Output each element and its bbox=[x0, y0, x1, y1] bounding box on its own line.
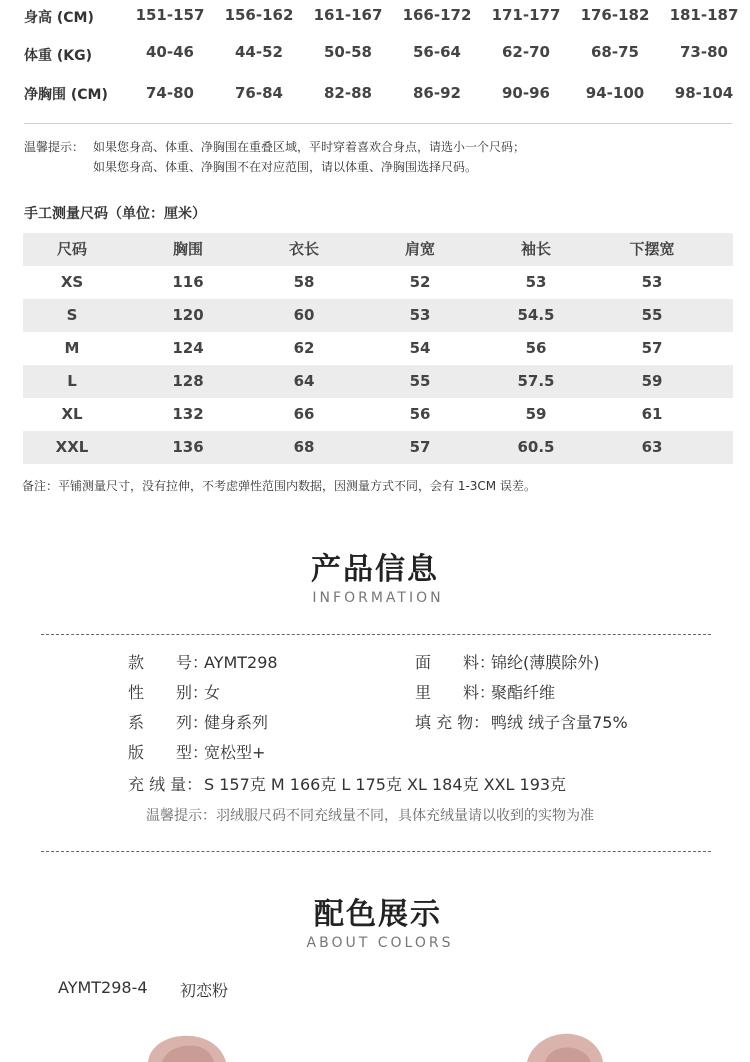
product-info-title: 产品信息 bbox=[311, 552, 439, 587]
table-cell: 132 bbox=[172, 405, 204, 423]
colors-title: 配色展示 bbox=[314, 897, 442, 932]
info-series bbox=[128, 710, 268, 733]
cell: 44-52 bbox=[235, 43, 283, 61]
info-fill-amount bbox=[128, 772, 566, 795]
info-key: 里 料： bbox=[415, 683, 496, 702]
table-cell: 57 bbox=[409, 438, 431, 456]
info-key: 款 号： bbox=[128, 653, 209, 672]
table-cell: 128 bbox=[172, 372, 204, 390]
table-cell: L bbox=[67, 372, 77, 390]
product-image-right bbox=[515, 1028, 615, 1062]
cell: 98-104 bbox=[674, 84, 734, 102]
divider bbox=[24, 123, 732, 124]
cell: 94-100 bbox=[585, 84, 645, 102]
table-cell: 120 bbox=[172, 306, 204, 324]
row-label: 净胸围 (CM) bbox=[24, 87, 108, 103]
table-cell: 57.5 bbox=[517, 372, 555, 390]
table-cell: 54.5 bbox=[517, 306, 555, 324]
weight-row bbox=[0, 42, 750, 72]
table-cell: 54 bbox=[409, 339, 431, 357]
header-cell: 袖长 bbox=[520, 240, 551, 258]
info-value: 女 bbox=[204, 683, 221, 702]
cell: 40-46 bbox=[146, 43, 194, 61]
table-cell: XL bbox=[61, 405, 83, 423]
table-cell: 57 bbox=[641, 339, 663, 357]
table-row bbox=[23, 365, 733, 398]
table-row bbox=[23, 431, 733, 464]
info-fabric bbox=[415, 650, 600, 673]
color-name: 初恋粉 bbox=[180, 981, 229, 1000]
cell: 166-172 bbox=[402, 6, 472, 24]
table-cell: 52 bbox=[409, 273, 431, 291]
table-cell: 55 bbox=[641, 306, 663, 324]
table-cell: 56 bbox=[409, 405, 431, 423]
info-key: 填 充 物： bbox=[415, 713, 490, 732]
row-label: 体重 (KG) bbox=[24, 48, 93, 64]
cell: 176-182 bbox=[580, 6, 650, 24]
cell: 56-64 bbox=[413, 43, 461, 61]
table-cell: 62 bbox=[293, 339, 315, 357]
table-cell: 55 bbox=[409, 372, 431, 390]
table-header bbox=[23, 233, 733, 266]
table-cell: 68 bbox=[293, 438, 315, 456]
info-key: 版 型： bbox=[128, 743, 209, 762]
info-key: 系 列： bbox=[128, 713, 209, 732]
table-cell: XS bbox=[60, 273, 84, 291]
table-row bbox=[23, 332, 733, 365]
table-cell: 58 bbox=[293, 273, 315, 291]
tip-line-2: 如果您身高、体重、净胸围不在对应范围，请以体重、净胸围选择尺码。 bbox=[93, 160, 478, 174]
info-filling bbox=[415, 710, 628, 733]
table-cell: 53 bbox=[525, 273, 547, 291]
colors-subtitle: ABOUT COLORS bbox=[306, 935, 454, 951]
info-lining bbox=[415, 680, 555, 703]
table-cell: 53 bbox=[641, 273, 663, 291]
measure-title: 手工测量尺码（单位：厘米） bbox=[24, 206, 206, 222]
table-cell: 116 bbox=[172, 273, 204, 291]
chest-row bbox=[0, 82, 750, 112]
header-cell: 尺码 bbox=[56, 240, 87, 258]
cell: 68-75 bbox=[591, 43, 639, 61]
header-cell: 下摆宽 bbox=[629, 240, 675, 258]
table-cell: 56 bbox=[525, 339, 547, 357]
cell: 90-96 bbox=[502, 84, 550, 102]
cell: 86-92 bbox=[413, 84, 461, 102]
info-gender bbox=[128, 680, 220, 703]
table-cell: S bbox=[66, 306, 78, 324]
color-code: AYMT298-4 bbox=[58, 978, 148, 997]
table-row bbox=[23, 398, 733, 431]
info-value: 宽松型+ bbox=[204, 743, 266, 762]
table-cell: 63 bbox=[641, 438, 663, 456]
info-value: AYMT298 bbox=[204, 653, 278, 672]
cell: 181-187 bbox=[669, 6, 739, 24]
header-cell: 肩宽 bbox=[404, 240, 435, 258]
height-row bbox=[0, 3, 750, 33]
header-cell: 衣长 bbox=[288, 240, 319, 258]
cell: 76-84 bbox=[235, 84, 283, 102]
table-cell: 136 bbox=[172, 438, 204, 456]
table-cell: 64 bbox=[293, 372, 315, 390]
info-tip: 温馨提示：羽绒服尺码不同充绒量不同，具体充绒量请以收到的实物为准 bbox=[146, 808, 594, 824]
info-key: 性 别： bbox=[128, 683, 209, 702]
table-row bbox=[23, 299, 733, 332]
cell: 156-162 bbox=[224, 6, 294, 24]
table-cell: 60 bbox=[293, 306, 315, 324]
table-row bbox=[23, 266, 733, 299]
tip-line-1: 如果您身高、体重、净胸围在重叠区域，平时穿着喜欢合身点，请选小一个尺码； bbox=[93, 140, 526, 154]
table-cell: 60.5 bbox=[517, 438, 555, 456]
info-model bbox=[128, 650, 278, 673]
table-cell: 59 bbox=[525, 405, 547, 423]
product-image-left bbox=[140, 1030, 240, 1062]
info-value: 聚酯纤维 bbox=[491, 683, 556, 702]
row-label: 身高 (CM) bbox=[24, 10, 94, 26]
table-cell: 53 bbox=[409, 306, 431, 324]
table-cell: M bbox=[64, 339, 80, 357]
cell: 82-88 bbox=[324, 84, 372, 102]
dashed-divider bbox=[41, 634, 711, 635]
cell: 62-70 bbox=[502, 43, 550, 61]
info-value: S 157克 M 166克 L 175克 XL 184克 XXL 193克 bbox=[204, 775, 567, 794]
table-cell: 59 bbox=[641, 372, 663, 390]
table-cell: 61 bbox=[641, 405, 663, 423]
tip-prefix: 温馨提示： bbox=[24, 140, 85, 154]
info-value: 锦纶(薄膜除外) bbox=[491, 653, 600, 672]
cell: 73-80 bbox=[680, 43, 728, 61]
header-cell: 胸围 bbox=[172, 240, 203, 258]
cell: 50-58 bbox=[324, 43, 372, 61]
info-value: 鸭绒 绒子含量75% bbox=[491, 713, 628, 732]
measure-note: 备注：平铺测量尺寸，没有拉伸，不考虑弹性范围内数据，因测量方式不同，会有 1-3CM 误差。 bbox=[22, 479, 536, 493]
cell: 151-157 bbox=[135, 6, 205, 24]
table-cell: 124 bbox=[172, 339, 204, 357]
dashed-divider bbox=[41, 851, 711, 852]
info-key: 充 绒 量： bbox=[128, 775, 203, 794]
info-key: 面 料： bbox=[415, 653, 496, 672]
info-value: 健身系列 bbox=[204, 713, 269, 732]
info-fit bbox=[128, 740, 265, 763]
cell: 161-167 bbox=[313, 6, 383, 24]
cell: 171-177 bbox=[491, 6, 561, 24]
table-cell: 66 bbox=[293, 405, 315, 423]
table-cell: XXL bbox=[55, 438, 89, 456]
cell: 74-80 bbox=[146, 84, 194, 102]
product-info-subtitle: INFORMATION bbox=[312, 590, 444, 606]
